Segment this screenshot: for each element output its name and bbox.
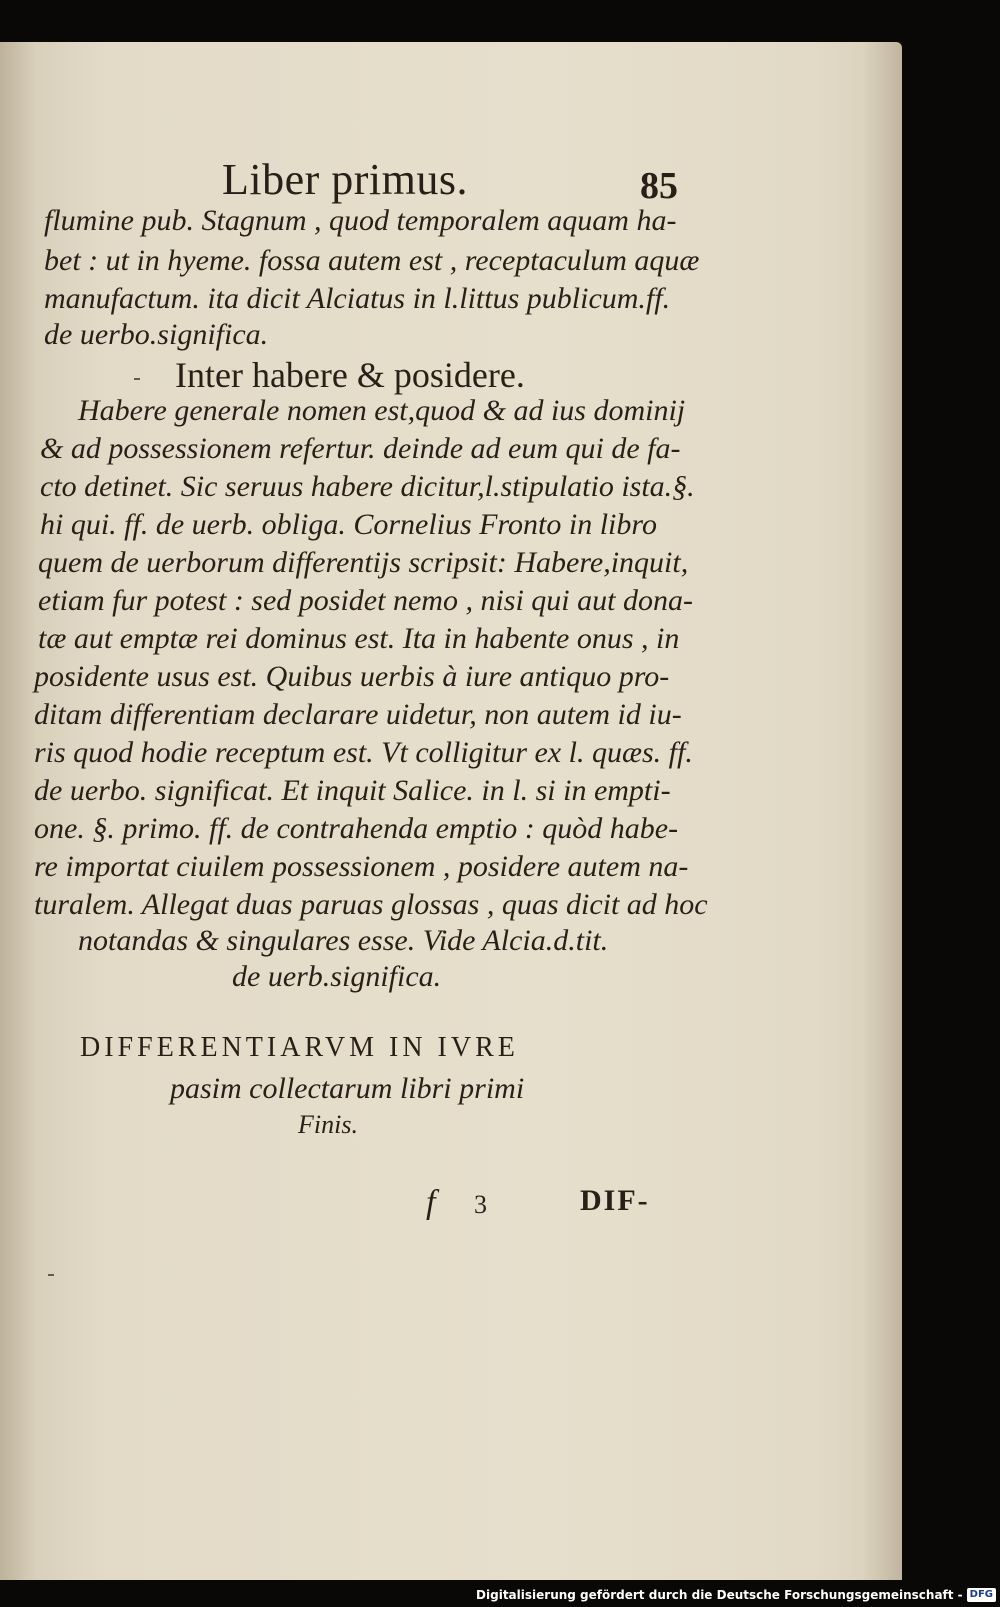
text-line: de uerbo.significa. bbox=[44, 318, 269, 351]
text-line: hi qui. ff. de uerb. obliga. Cornelius Fronto in libro bbox=[40, 508, 657, 541]
colophon-finis: Finis. bbox=[298, 1110, 358, 1139]
text-line: one. §. primo. ff. de contrahenda emptio : quòd habe- bbox=[34, 812, 679, 845]
colophon-heading: DIFFERENTIARVM IN IVRE bbox=[80, 1032, 519, 1063]
text-line: Habere generale nomen est,quod & ad ius dominij bbox=[78, 394, 686, 427]
book-page bbox=[0, 42, 902, 1580]
text-line: re importat ciuilem possessionem , posidere autem na- bbox=[34, 850, 689, 883]
text-line: de uerb.significa. bbox=[232, 960, 442, 993]
dfg-logo: DFG bbox=[967, 1588, 996, 1602]
text-line: & ad possessionem refertur. deinde ad eum qui de fa- bbox=[40, 432, 681, 465]
text-line: ris quod hodie receptum est. Vt colligitur ex l. quæs. ff. bbox=[34, 736, 693, 769]
text-line: cto detinet. Sic seruus habere dicitur,l.stipulatio ista.§. bbox=[40, 470, 695, 503]
digitization-credit bbox=[476, 1585, 996, 1605]
credit-text: Digitalisierung gefördert durch die Deutsche Forschungsgemeinschaft - bbox=[476, 1588, 963, 1602]
signature-mark: f bbox=[426, 1184, 436, 1221]
text-line: tæ aut emptæ rei dominus est. Ita in habente onus , in bbox=[38, 622, 680, 655]
text-line: quem de uerborum differentijs scripsit: Habere,inquit, bbox=[38, 546, 689, 579]
folio-number: 85 bbox=[640, 165, 678, 207]
text-line: posidente usus est. Quibus uerbis à iure antiquo pro- bbox=[34, 660, 670, 693]
text-line: manufactum. ita dicit Alciatus in l.littus publicum.ff. bbox=[44, 282, 671, 315]
text-line: turalem. Allegat duas paruas glossas , quas dicit ad hoc bbox=[34, 888, 708, 921]
colophon-line: pasim collectarum libri primi bbox=[170, 1072, 525, 1105]
running-title: Liber primus. bbox=[222, 155, 469, 204]
section-heading: Inter habere & posidere. bbox=[175, 355, 525, 395]
catchword: DIF- bbox=[580, 1184, 650, 1217]
text-line: etiam fur potest : sed posidet nemo , nisi qui aut dona- bbox=[38, 584, 693, 617]
text-line: de uerbo. significat. Et inquit Salice. in l. si in empti- bbox=[34, 774, 671, 807]
text-line: bet : ut in hyeme. fossa autem est , receptaculum aquæ bbox=[44, 244, 700, 277]
text-line: ditam differentiam declarare uidetur, non autem id iu- bbox=[34, 698, 682, 731]
ink-mark bbox=[48, 1274, 54, 1276]
text-line: notandas & singulares esse. Vide Alcia.d.tit. bbox=[78, 924, 609, 957]
signature-number: 3 bbox=[474, 1190, 487, 1219]
text-line: flumine pub. Stagnum , quod temporalem aquam ha- bbox=[44, 204, 677, 237]
ink-mark bbox=[134, 378, 140, 380]
